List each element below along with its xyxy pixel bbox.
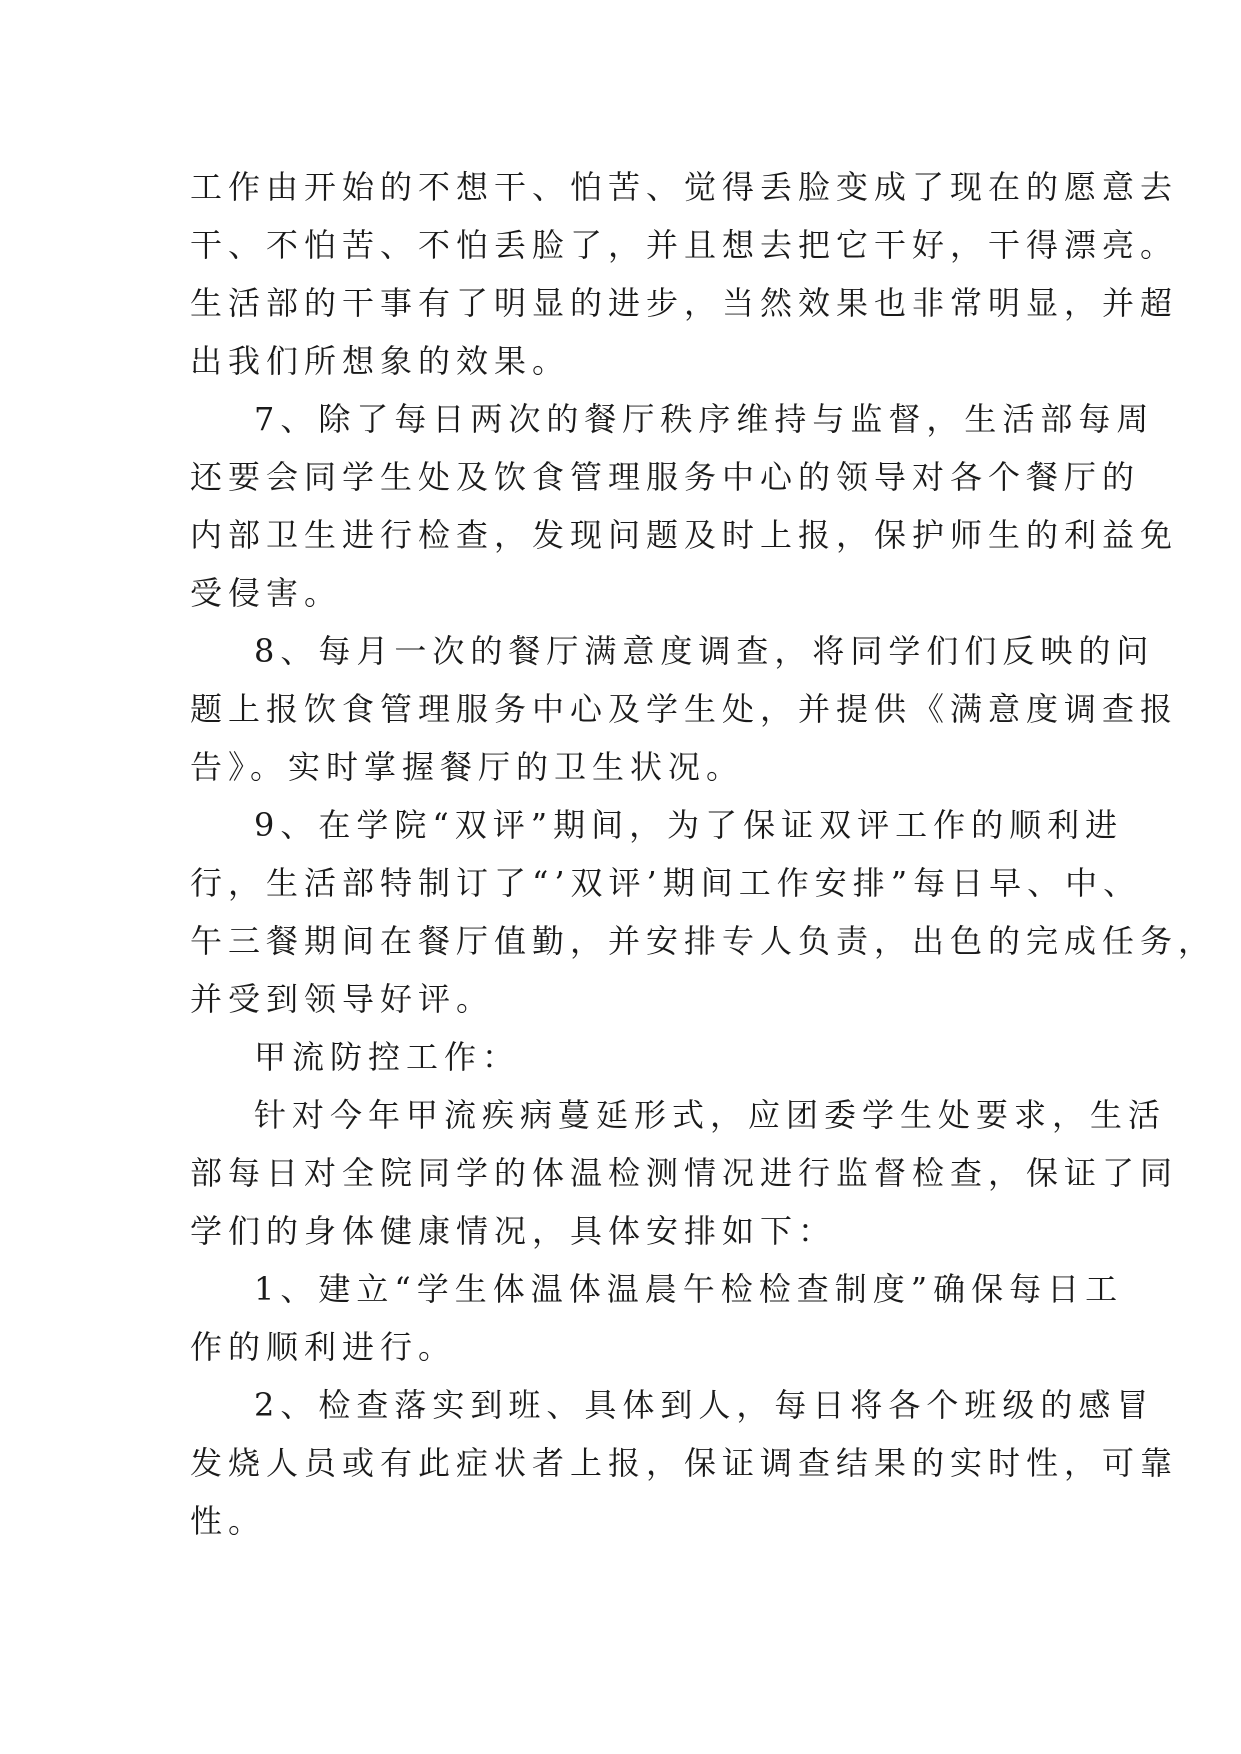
text-line: 行，生活部特制订了“’双评’期间工作安排”每日早、中、 <box>190 864 1142 902</box>
text-line: 告》。实时掌握餐厅的卫生状况。 <box>190 748 745 786</box>
text-line: 内部卫生进行检查，发现问题及时上报，保护师生的利益免 <box>190 516 1179 554</box>
text-line: 出我们所想象的效果。 <box>190 342 571 380</box>
text-line: 生活部的干事有了明显的进步，当然效果也非常明显，并超 <box>190 284 1179 322</box>
text-line: 发烧人员或有此症状者上报，保证调查结果的实时性，可靠 <box>190 1444 1179 1482</box>
text-line: 性。 <box>190 1502 267 1540</box>
text-line: 还要会同学生处及饮食管理服务中心的领导对各个餐厅的 <box>190 458 1141 496</box>
text-line: 9、在学院“双评”期间，为了保证双评工作的顺利进 <box>254 806 1124 844</box>
text-line: 题上报饮食管理服务中心及学生处，并提供《满意度调查报 <box>190 690 1179 728</box>
text-line: 受侵害。 <box>190 574 343 612</box>
text-line: 工作由开始的不想干、怕苦、觉得丢脸变成了现在的愿意去 <box>190 168 1179 206</box>
text-line: 并受到领导好评。 <box>190 980 495 1018</box>
text-line: 2、检查落实到班、具体到人，每日将各个班级的感冒 <box>254 1386 1155 1424</box>
text-line: 7、除了每日两次的餐厅秩序维持与监督，生活部每周 <box>254 400 1155 438</box>
text-line: 学们的身体健康情况，具体安排如下： <box>190 1212 837 1250</box>
document-body <box>190 158 1217 1550</box>
text-line: 午三餐期间在餐厅值勤，并安排专人负责，出色的完成任务， <box>190 922 1217 960</box>
text-line: 部每日对全院同学的体温检测情况进行监督检查，保证了同 <box>190 1154 1179 1192</box>
text-line: 针对今年甲流疾病蔓延形式，应团委学生处要求，生活 <box>254 1096 1167 1134</box>
text-line: 干、不怕苦、不怕丢脸了，并且想去把它干好，干得漂亮。 <box>190 226 1179 264</box>
text-line: 1、建立“学生体温体温晨午检检查制度”确保每日工 <box>254 1270 1124 1308</box>
text-line: 作的顺利进行。 <box>190 1328 457 1366</box>
text-line: 8、每月一次的餐厅满意度调查，将同学们们反映的问 <box>254 632 1155 670</box>
text-line: 甲流防控工作： <box>254 1038 521 1076</box>
